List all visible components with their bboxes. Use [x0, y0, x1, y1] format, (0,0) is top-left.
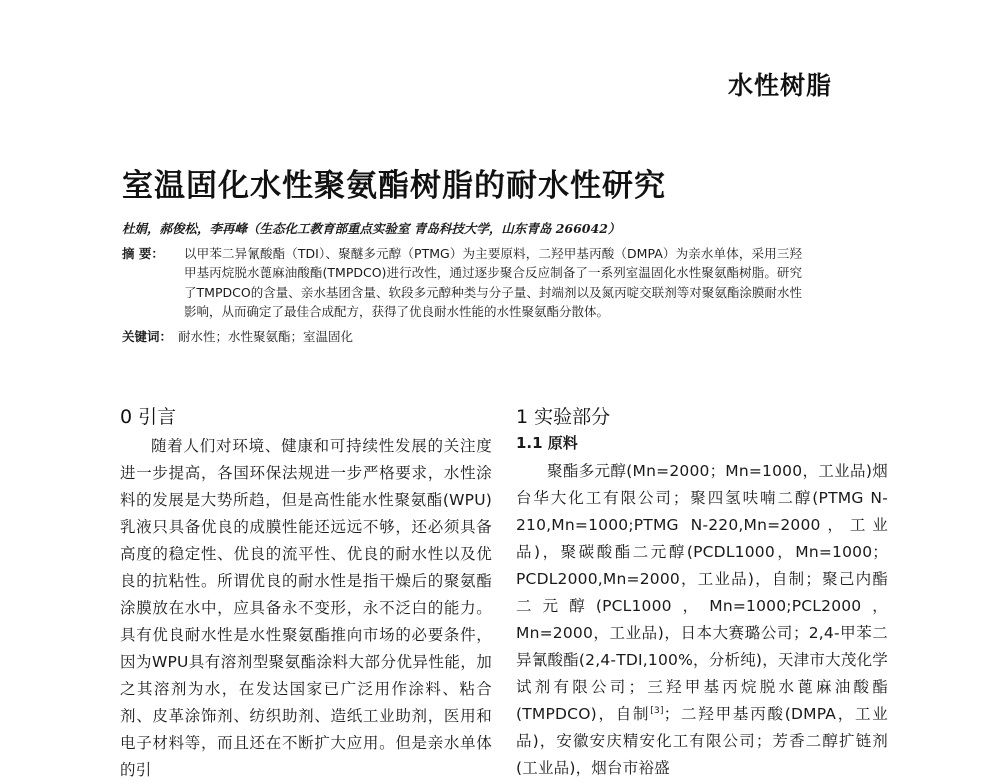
keywords-label: 关键词： — [122, 329, 173, 344]
keywords-line — [122, 327, 353, 345]
materials-subheading: 1.1 原料 — [516, 434, 578, 452]
introduction-heading: 0 引言 — [120, 406, 177, 428]
citation-marker: [3] — [650, 705, 664, 716]
abstract-label: 摘 要： — [122, 246, 164, 261]
abstract-block — [122, 244, 802, 322]
materials-text-part2: ；二羟甲基丙酸(DMPA，工业品)，安徽安庆精安化工有限公司；芳香二醇扩链剂(工业品)，烟台市裕盛 — [516, 705, 888, 777]
article-title: 室温固化水性聚氨酯树脂的耐水性研究 — [122, 168, 666, 204]
experimental-heading: 1 实验部分 — [516, 406, 611, 428]
materials-paragraph — [516, 458, 888, 782]
abstract-text: 以甲苯二异氰酸酯（TDI）、聚醚多元醇（PTMG）为主要原料，二羟甲基丙酸（DMPA）为亲水单体，采用三羟甲基丙烷脱水蓖麻油酸酯(TMPDCO)进行改性，通过逐步聚合反应制备了一系列室温固化水性聚氨酯树脂。研究了TMPDCO的含量、亲水基团含量、软段多元醇种类与分子量、封端剂以及氮丙啶交联剂等对聚氨酯涂膜耐水性影响，从而确定了最佳合成配方，获得了优良耐水性能的水性聚氨酯分散体。 — [184, 246, 802, 320]
introduction-paragraph: 随着人们对环境、健康和可持续性发展的关注度进一步提高，各国环保法规进一步严格要求，水性涂料的发展是大势所趋，但是高性能水性聚氨酯(WPU)乳液只具备优良的成膜性能还远远不够，还必须具备高度的稳定性、优良的流平性、优良的耐水性以及优良的抗粘性。所谓优良的耐水性是指干燥后的聚氨酯涂膜放在水中，应具备永不变形，永不泛白的能力。具有优良耐水性是水性聚氨酯推向市场的必要条件，因为WPU具有溶剂型聚氨酯涂料大部分优异性能，加之其溶剂为水，在发达国家已广泛用作涂料、粘合剂、皮革涂饰剂、纺织助剂、造纸工业助剂，医用和电子材料等，而且还在不断扩大应用。但是亲水单体的引 — [120, 437, 492, 779]
left-column — [120, 404, 492, 784]
right-column — [516, 404, 888, 782]
section-tag: 水性树脂 — [727, 71, 832, 100]
keywords-text: 耐水性；水性聚氨酯；室温固化 — [178, 329, 354, 344]
author-affiliation: 杜娟，郝俊松，李再峰（生态化工教育部重点实验室 青岛科技大学，山东青岛 266042） — [122, 221, 621, 236]
materials-text-part1: 聚酯多元醇(Mn=2000；Mn=1000，工业品)烟台华大化工有限公司；聚四氢呋喃二醇(PTMG N-210,Mn=1000;PTMG N-220,Mn=2000，工业品)，聚碳酸酯二元醇(PCDL1000，Mn=1000；PCDL2000,Mn=2000，工业品)，自制；聚己内酯二元醇(PCL1000，Mn=1000;PCL2000，Mn=2000，工业品)，日本大赛璐公司；2,4-甲苯二异氰酸酯(2,4-TDI,100%，分析纯)，天津市大茂化学试剂有限公司；三羟甲基丙烷脱水蓖麻油酸酯(TMPDCO)，自制 — [516, 462, 888, 723]
